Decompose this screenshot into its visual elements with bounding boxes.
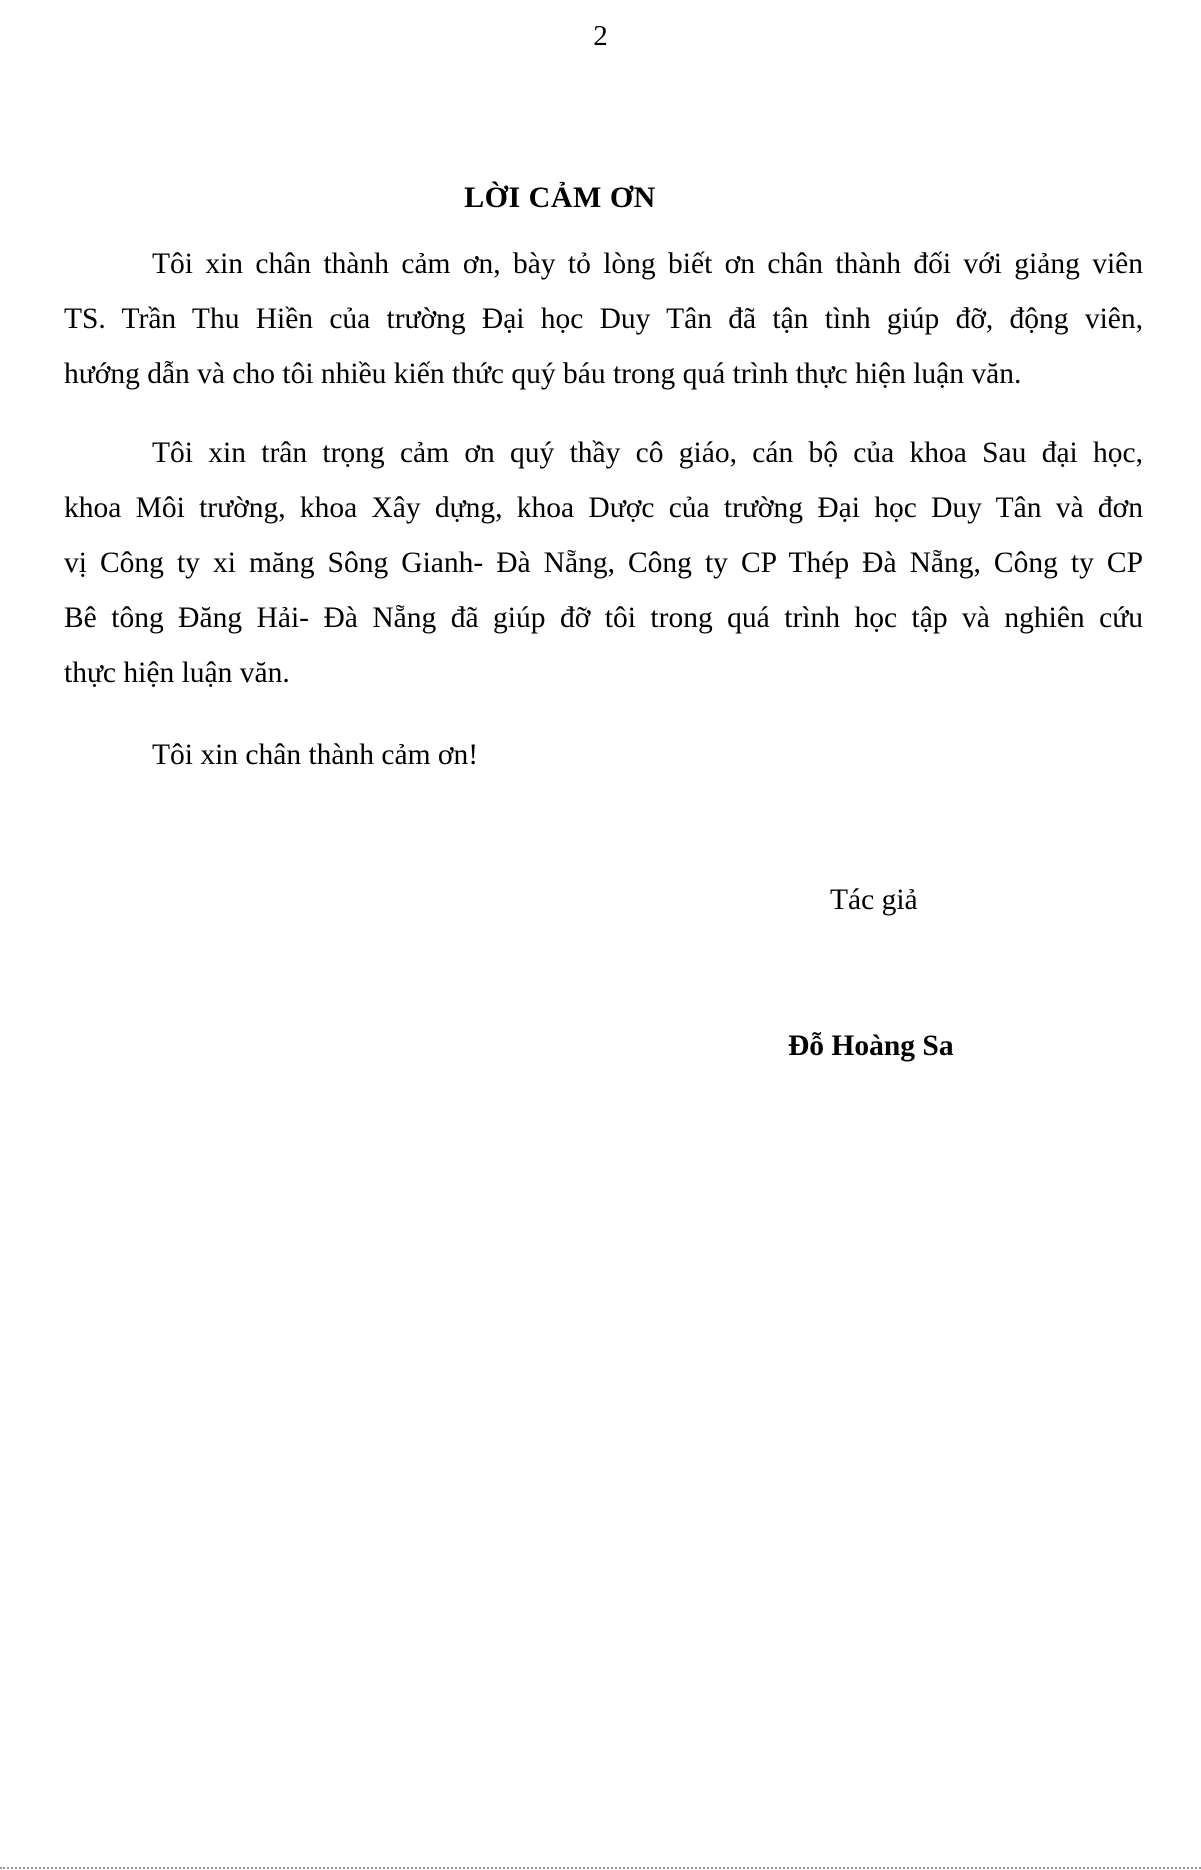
page-number: 2 [593,20,608,52]
paragraph-line: Tôi xin trân trọng cảm ơn quý thầy cô giáo, cán bộ của khoa Sau đại học, [152,437,1143,469]
paragraph-line: Bê tông Đăng Hải- Đà Nẵng đã giúp đỡ tôi trong quá trình học tập và nghiên cứu [64,602,1143,634]
paragraph-line: hướng dẫn và cho tôi nhiều kiến thức quý báu trong quá trình thực hiện luận văn. [64,358,1022,390]
paragraph-acknowledgement-supervisor [64,237,1143,402]
paragraph-closing-thanks [64,728,1143,783]
page-bottom-divider [0,1867,1201,1869]
paragraph-acknowledgement-institutions [64,426,1143,701]
signature-role: Tác giả [830,884,918,916]
paragraph-line: TS. Trần Thu Hiền của trường Đại học Duy Tân đã tận tình giúp đỡ, động viên, [64,303,1143,335]
paragraph-line: thực hiện luận văn. [64,657,290,689]
paragraph-line: khoa Môi trường, khoa Xây dựng, khoa Dược của trường Đại học Duy Tân và đơn [64,492,1143,524]
signature-name: Đỗ Hoàng Sa [788,1030,954,1062]
paragraph-line: vị Công ty xi măng Sông Gianh- Đà Nẵng, Công ty CP Thép Đà Nẵng, Công ty CP [64,547,1143,579]
page-title: LỜI CẢM ƠN [464,181,656,214]
paragraph-line: Tôi xin chân thành cảm ơn, bày tỏ lòng biết ơn chân thành đối với giảng viên [152,248,1143,280]
paragraph-line: Tôi xin chân thành cảm ơn! [152,739,479,771]
